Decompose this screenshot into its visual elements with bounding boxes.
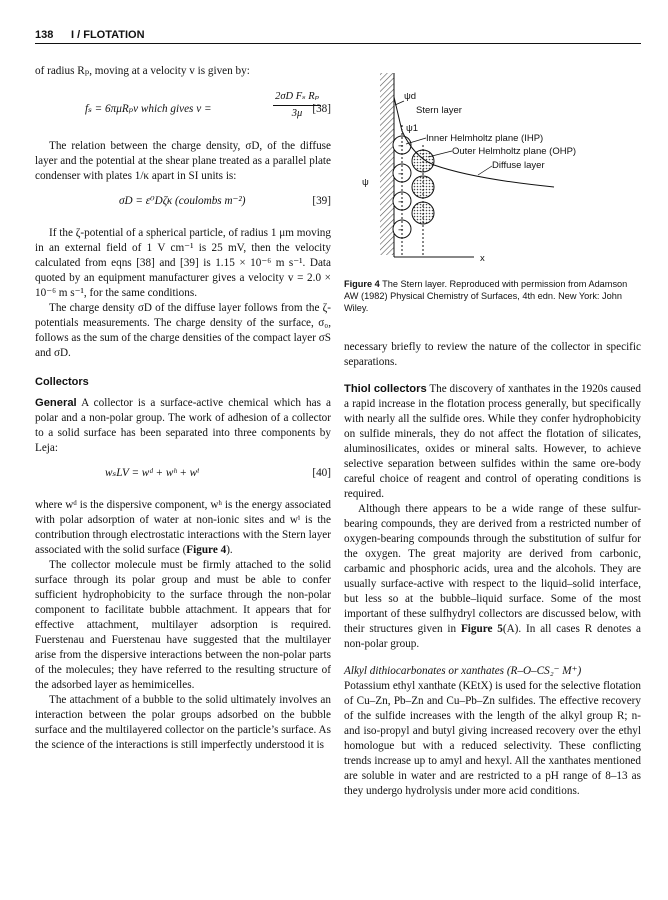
paragraph-text: The discovery of xanthates in the 1920s caused a rapid increase in the flotation process generally, but specifically with nearly all the sulfide ores. While they confer hydrophobicity on sulfide minerals, they do not affect the flotation of silicates, aluminosilicates, oxides or mineral salts. However, to achieve selective separation between sulfides within the same ore-body careful choice of reagent and control of operating conditions is required. bbox=[344, 383, 641, 500]
stern-layer-figure bbox=[344, 65, 641, 275]
ihp-label: Inner Helmholtz plane (IHP) bbox=[426, 133, 544, 144]
psi-d-label: ψd bbox=[404, 91, 417, 102]
paragraph: The collector molecule must be firmly attached to the solid surface through its polar group and must be able to confer sufficient hydrophobicity to the surface through the non-polar component to facilitate bubble attachment. It appears that for effective attachment, multilayer adsorption is required. Fuerstenau and Fuerstenau have suggested that the multilayer arise from the dispersive interactions between the non-polar parts of the molecules; they have referred to the resulting structure of the adsorbed layer as hemimicelles. bbox=[35, 559, 331, 691]
subsection-heading: Alkyl dithiocarbonates or xanthates (R–O–CS₂⁻ M⁺) bbox=[344, 665, 582, 677]
page-number: 138 bbox=[35, 29, 54, 41]
paragraph bbox=[35, 396, 331, 456]
paragraph: The relation between the charge density, σD, of the diffuse layer and the potential at the shear plane treated as a parallel plate condenser with plates 1/κ apart in SI units is: bbox=[35, 140, 331, 182]
paragraph bbox=[35, 498, 331, 558]
solid-surface bbox=[380, 73, 394, 255]
psi-1-label: ψ1 bbox=[406, 123, 419, 134]
equation-lhs: fₛ = 6πμRₚv which gives v = bbox=[85, 103, 212, 115]
paragraph: necessary briefly to review the nature of the collector in specific separations. bbox=[344, 341, 641, 368]
runin-heading: General bbox=[35, 397, 77, 409]
equation-body: σD = ε⁰Dζκ (coulombs m⁻²) bbox=[119, 195, 246, 207]
figure-reference[interactable]: Figure 5 bbox=[460, 623, 503, 635]
diffuse-layer-label: Diffuse layer bbox=[492, 160, 545, 171]
leader-line bbox=[478, 166, 492, 175]
leader-line bbox=[395, 101, 404, 105]
paragraph bbox=[344, 382, 641, 502]
paragraph-text: A collector is a surface-active chemical which has a polar and a non-polar group. The work of adhesion of a collector to a solid surface has been separated into three components by Leja: bbox=[35, 397, 331, 454]
fraction-denominator: 3μ bbox=[291, 108, 303, 119]
ohp-label: Outer Helmholtz plane (OHP) bbox=[452, 146, 577, 157]
paragraph: The charge density σD of the diffuse layer follows from the ζ-potentials measurements. The charge density of the surface, σ₀, follows as the sum of the charge densities of the compact layer σS and σD. bbox=[35, 302, 331, 359]
right-column bbox=[344, 340, 641, 799]
paragraph-text: where wᵈ is the dispersive component, wʰ is the energy associated with polar adsorption of water at non-ionic sites and wⁱ is the contribution through electrostatic interactions with the Stern layer associated with the solid surface ( bbox=[35, 499, 331, 556]
paragraph-text: Although there appears to be a wide range of these sulfur-bearing compounds, they are derived from a restricted number of oxygen-bearing compounds through the substitution of sulfur for the oxygen. The great majority are derived from carbonic, carbamic and phosphoric acids, urea and the alcohols. They are usually surface-active with respect to the liquid–solid interface, but less so at the bubble–liquid surface. Some of the most important of these sulfhydryl collectors are discussed below, with their structures given in bbox=[344, 503, 641, 635]
x-axis-label: x bbox=[480, 253, 485, 264]
ion-charge: − bbox=[398, 197, 404, 208]
section-heading: Collectors bbox=[35, 376, 89, 388]
ion-charge: − bbox=[398, 169, 404, 180]
paragraph: of radius Rₚ, moving at a velocity v is given by: bbox=[35, 65, 250, 77]
fraction-numerator: 2σD Fₛ Rₚ bbox=[273, 89, 321, 106]
ion-charge: − bbox=[398, 225, 404, 236]
section-title: I / FLOTATION bbox=[71, 29, 145, 41]
equation-38 bbox=[35, 89, 331, 129]
paragraph-text: (A). In all cases R denotes a non-polar group. bbox=[344, 623, 641, 650]
figure-caption bbox=[344, 278, 641, 314]
paragraph: If the ζ-potential of a spherical particle, of radius 1 μm moving in an external field of 1 V cm⁻¹ is 25 mV, then the velocity calculated from eqns [38] and [39] is 1.15 × 10⁻⁶ m s⁻¹. Data quoted by an equipment manufacturer gives a velocity v = 2.0 × 10⁻⁶ m s⁻¹, for the same conditions. bbox=[35, 227, 331, 299]
paragraph bbox=[344, 502, 641, 652]
left-column bbox=[35, 64, 331, 753]
caption-text: The Stern layer. Reproduced with permission from Adamson AW (1982) Physical Chemistry of Surfaces, 4th edn. New York: John Wiley. bbox=[344, 279, 628, 313]
equation-number: [38] bbox=[312, 103, 331, 115]
header-rule bbox=[35, 43, 641, 44]
ion-charge: − bbox=[398, 141, 404, 152]
paragraph: The attachment of a bubble to the solid ultimately involves an interaction between the polar groups adsorbed on the bubble surface and the multilayered collector on the particle’s surface. As the science of the interactions is still imperfectly understood it is bbox=[35, 694, 331, 751]
paragraph: Potassium ethyl xanthate (KEtX) is used for the selective flotation of Cu–Zn, Pb–Zn and Cu–Pb–Zn sulfides. The effective recovery of the sulfide increases with the length of the alkyl group R; n- and iso-propyl and butyl giving increased recovery over the ethyl homologue but with a reduced selectivity. These conflicting trends increase up to amyl and hexyl. All the xanthates mentioned are soluble in water and are restricted to a pH range of 8–13 as they undergo hydrolysis under more acid conditions. bbox=[344, 680, 641, 797]
running-header bbox=[35, 23, 641, 43]
equation-number: [39] bbox=[312, 195, 331, 207]
equation-number: [40] bbox=[312, 467, 331, 479]
equation-39 bbox=[35, 194, 331, 212]
figure-reference[interactable]: Figure 4 bbox=[186, 544, 227, 556]
equation-40 bbox=[35, 466, 331, 484]
psi-axis-label: ψ bbox=[362, 177, 369, 188]
paragraph-text: ). bbox=[226, 544, 233, 556]
stern-layer-label: Stern layer bbox=[416, 105, 462, 116]
caption-label: Figure 4 bbox=[344, 279, 380, 289]
equation-body: wₛLV = wᵈ + wʰ + wⁱ bbox=[105, 467, 200, 479]
runin-heading: Thiol collectors bbox=[344, 383, 427, 395]
